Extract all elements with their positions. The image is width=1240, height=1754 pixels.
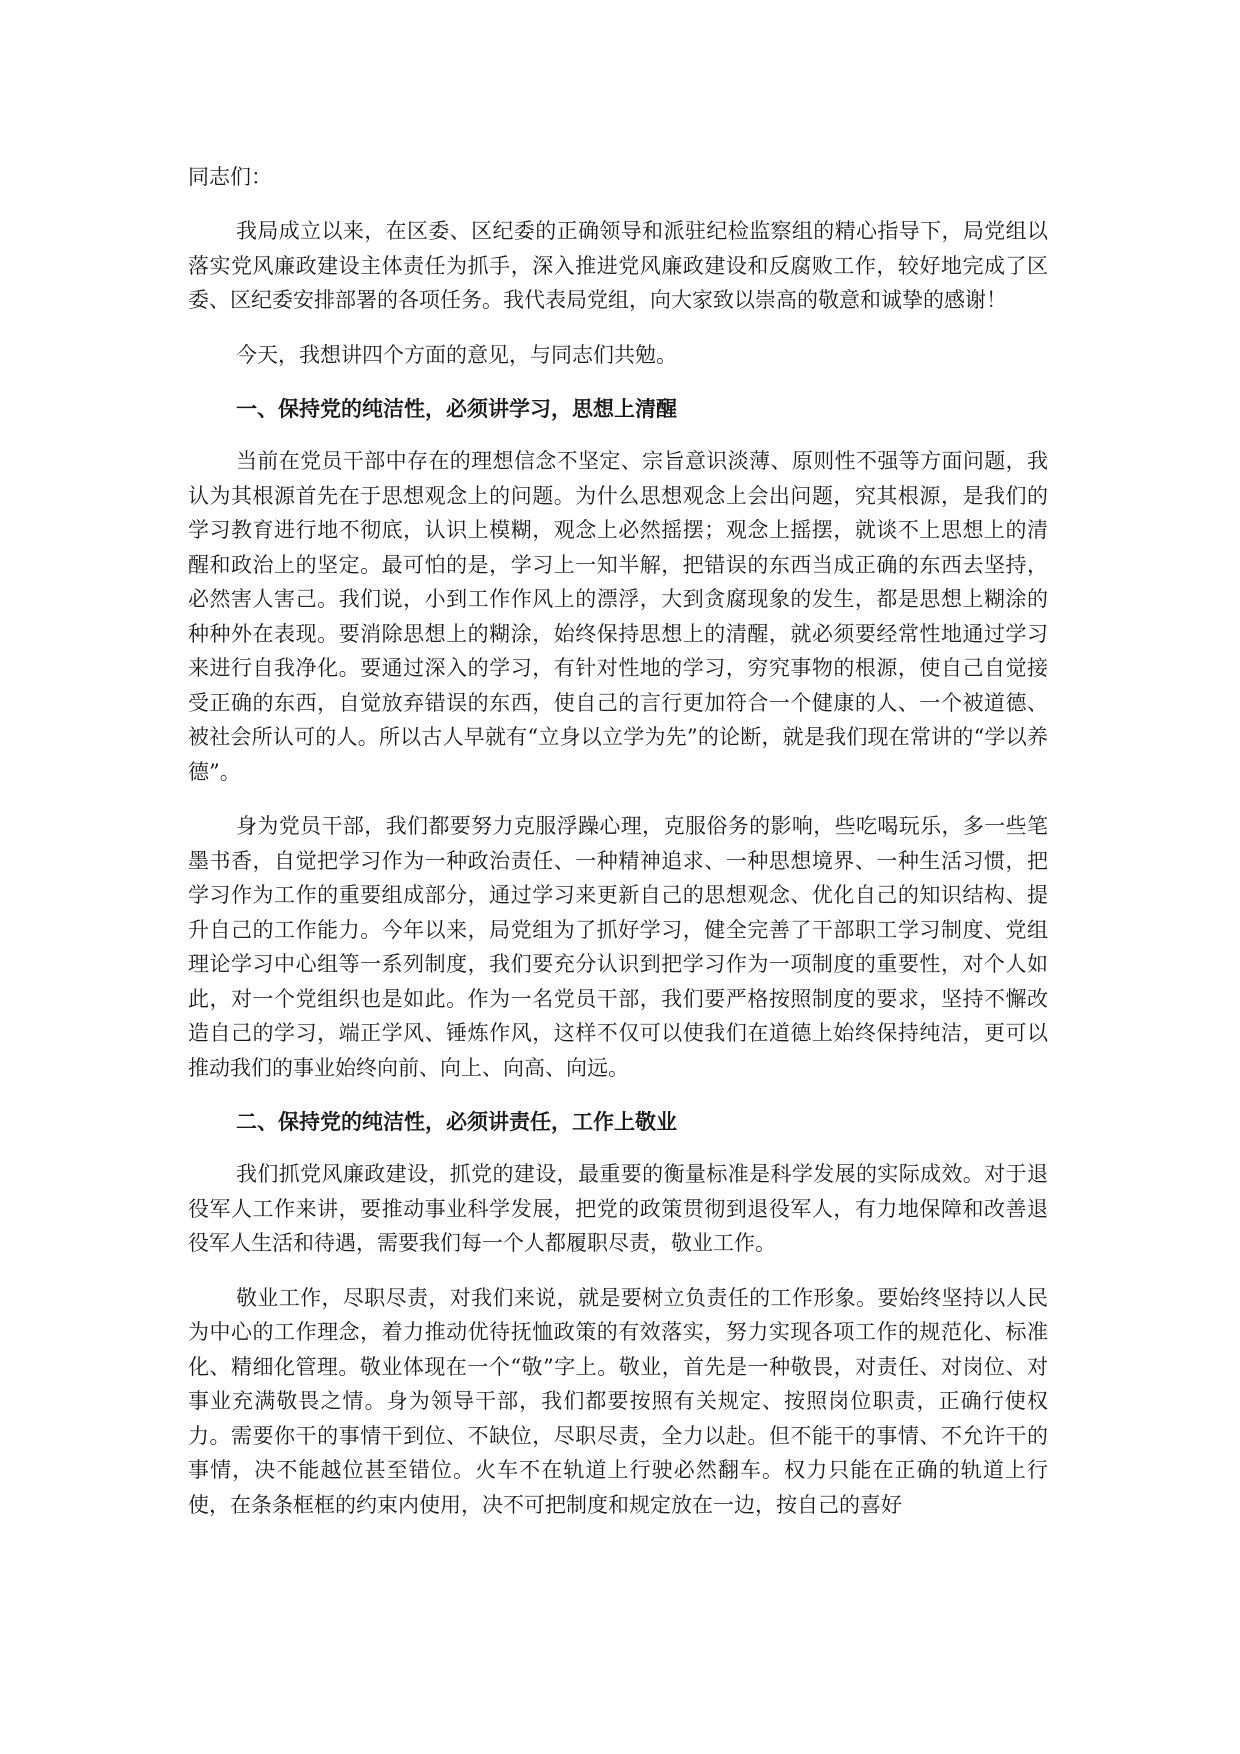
- paragraph-outline: 今天，我想讲四个方面的意见，与同志们共勉。: [236, 342, 677, 367]
- section-heading-2: 二、保持党的纯洁性，必须讲责任，工作上敬业: [236, 1110, 677, 1134]
- paragraph-study-2: 身为党员干部，我们都要努力克服浮躁心理，克服俗务的影响，些吃喝玩乐，多一些笔墨书香，自觉把学习作为一种政治责任、一种精神追求、一种思想境界、一种生活习惯，把学习作为工作的重要组成部分，通过学习来更新自己的思想观念、优化自己的知识结构、提升自己的工作能力。今年以来，局党组为了抓好学习，健全完善了干部职工学习制度、党组理论学习中心组等一系列制度，我们要充分认识到把学习作为一项制度的重要性，对个人如此，对一个党组织也是如此。作为一名党员干部，我们要严格按照制度的要求，坚持不懈改造自己的学习，端正学风、锤炼作风，这样不仅可以使我们在道德上始终保持纯洁，更可以推动我们的事业始终向前、向上、向高、向远。: [188, 814, 1048, 1080]
- paragraph-intro: 我局成立以来，在区委、区纪委的正确领导和派驻纪检监察组的精心指导下，局党组以落实党风廉政建设主体责任为抓手，深入推进党风廉政建设和反腐败工作，较好地完成了区委、区纪委安排部署的各项任务。我代表局党组，向大家致以崇高的敬意和诚挚的感谢！: [188, 219, 1048, 312]
- section-heading-1: 一、保持党的纯洁性，必须讲学习，思想上清醒: [236, 397, 677, 421]
- paragraph-responsibility-2: 敬业工作，尽职尽责，对我们来说，就是要树立负责任的工作形象。要始终坚持以人民为中心的工作理念，着力推动优待抚恤政策的有效落实，努力实现各项工作的规范化、标准化、精细化管理。敬业体现在一个“敬”字上。敬业，首先是一种敬畏，对责任、对岗位、对事业充满敬畏之情。身为领导干部，我们都要按照有关规定、按照岗位职责，正确行使权力。需要你干的事情干到位、不缺位，尽职尽责，全力以赴。但不能干的事情、不允许干的事情，决不能越位甚至错位。火车不在轨道上行驶必然翻车。权力只能在正确的轨道上行使，在条条框框的约束内使用，决不可把制度和规定放在一边，按自己的喜好: [188, 1285, 1048, 1517]
- paragraph-study-1: 当前在党员干部中存在的理想信念不坚定、宗旨意识淡薄、原则性不强等方面问题，我认为其根源首先在于思想观念上的问题。为什么思想观念上会出问题，究其根源，是我们的学习教育进行地不彻底，认识上模糊，观念上必然摇摆；观念上摇摆，就谈不上思想上的清醒和政治上的坚定。最可怕的是，学习上一知半解，把错误的东西当成正确的东西去坚持，必然害人害己。我们说，小到工作作风上的漂浮，大到贪腐现象的发生，都是思想上糊涂的种种外在表现。要消除思想上的糊涂，始终保持思想上的清醒，就必须要经常性地通过学习来进行自我净化。要通过深入的学习，有针对性地的学习，穷究事物的根源，使自己自觉接受正确的东西，自觉放弃错误的东西，使自己的言行更加符合一个健康的人、一个被道德、被社会所认可的人。所以古人早就有“立身以立学为先”的论断，就是我们现在常讲的“学以养德”。: [188, 449, 1048, 784]
- salutation: 同志们：: [188, 165, 272, 189]
- document-page: [188, 160, 1048, 1542]
- paragraph-responsibility-1: 我们抓党风廉政建设，抓党的建设，最重要的衡量标准是科学发展的实际成效。对于退役军人工作来讲，要推动事业科学发展，把党的政策贯彻到退役军人，有力地保障和改善退役军人生活和待遇，需要我们每一个人都履职尽责，敬业工作。: [188, 1162, 1048, 1255]
